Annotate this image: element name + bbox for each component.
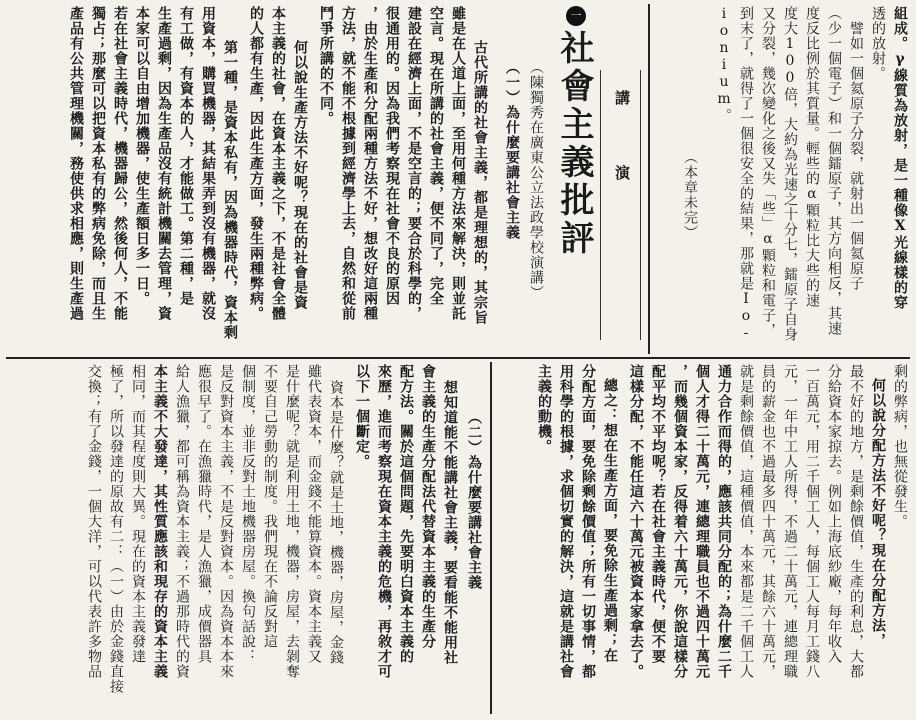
- lecture-rule-right: [640, 70, 641, 340]
- text-line: 相同，而其程度則大異。現在的資本主義發達: [130, 364, 146, 664]
- text-line: 度反比例於其質量。輕些的α顆粒比大些的速: [804, 6, 820, 308]
- text-line: 分給資本家掠去。例如上海底紗廠，每年收入: [826, 364, 842, 664]
- text-line: 就是剩餘價值，這種價值，本來都是二千個工人: [738, 364, 754, 679]
- text-line: 會主義的生產分配法代替資本主義的生產分: [420, 364, 436, 649]
- text-line: 若在社會主義時代，機器歸公，然後何人，不能: [112, 6, 128, 321]
- text-line: 是反對資本主義，不是反對資本。因為資本本來: [218, 364, 234, 679]
- text-line: 用科學的根據，求個切實的解決，這就是講社會: [558, 364, 574, 679]
- text-line: 很通用的。因為我們考察現在社會不良的原因: [384, 6, 400, 306]
- upper-column-rule: [648, 4, 650, 354]
- section-heading-2: （二）為什麼要講社會主義: [466, 410, 482, 590]
- text-line: 以下一個斷定。: [354, 364, 370, 469]
- lower-column-rule: [490, 362, 492, 714]
- text-line: 又分裂，幾次變化之後又失「些」α顆粒和電子，: [760, 6, 776, 338]
- text-line: 配方法。關於這個問題，先要明白資本主義的: [398, 364, 414, 664]
- text-line: 配平均不平均呢？若在社會主義時代，便不要: [650, 364, 666, 664]
- text-line: 分配方面，要免除剩餘價值；所有一切事情，都: [580, 364, 596, 679]
- text-line: 第一種，是資本私有，因為機器時代，資本剩: [222, 40, 238, 340]
- text-line: 一百萬元，用二千個工人，每個工人每月工錢八: [804, 364, 820, 679]
- speaker-note: （陳獨秀在廣東公立法政學校演講）: [528, 60, 544, 300]
- text-line: 最不好的地方，是剩餘價值，生產的利息，大都: [848, 364, 864, 679]
- text-line: 總之：想在生產方面，要免除生產過剩；在: [602, 378, 618, 663]
- text-line: 元，一年中工人所得，不過二十萬元，連總理職: [782, 364, 798, 679]
- to-be-continued: （本章未完）: [682, 150, 698, 240]
- text-line: 方法，就不能不根據到經濟學上去，自然和從前: [340, 6, 356, 321]
- section-number-badge: 一: [566, 6, 586, 26]
- text-line: 生產過剩，因為生產品沒有統計機關去管理，資: [156, 6, 172, 321]
- text-line: 雖是在人道上面，至用何種方法來解決，則並託: [450, 6, 466, 321]
- text-line: ionium。: [716, 6, 732, 123]
- text-line: 本主義不大發達，其性質應該和現存的資本主義: [152, 364, 168, 679]
- text-line: ，而幾個資本家，反得着六十萬元，你說這樣分: [672, 364, 688, 679]
- text-line: 交換；有了金錢，一個大洋，可以代表許多物品: [86, 364, 102, 679]
- text-line: 應很早了。在漁獵時代，是人漁獵，成價器具: [196, 364, 212, 664]
- text-line: 不要自己勞動的制度。我們現在不論反對這: [262, 364, 278, 649]
- text-line: 來歷，進而考察現在資本主義的危機，再敘才可: [376, 364, 392, 679]
- article-title: 社會主義批評: [554, 30, 594, 258]
- lecture-rule-left: [600, 70, 601, 340]
- text-line: （少一個電子）和一個鐳原子，其方向相反，其速: [826, 6, 842, 336]
- text-line: 剩的弊病，也無從發生。: [892, 364, 908, 529]
- text-line: 何以說分配方法不好呢？現在分配方法，: [870, 378, 886, 648]
- text-line: 組成。γ線質為放射，是一種像X光線樣的穿: [892, 6, 908, 310]
- text-line: 何以說生產方法不好呢？現在的社會是資: [292, 40, 308, 310]
- text-line: 通力合作而得的，應該共同分配的；為什麼二千: [716, 364, 732, 679]
- text-line: 雖代表資本，而金錢不能算資本。資本主義又: [306, 364, 322, 664]
- text-line: 獨占；那麼可以把資本私有的弊病免除，而且生: [90, 6, 106, 321]
- text-line: 的人都有生產，因此生產方面，發生兩種弊病。: [248, 6, 264, 321]
- text-line: 主義的動機。: [536, 364, 552, 454]
- text-line: 古代所講的社會主義，都是理想的，其宗旨: [472, 40, 488, 325]
- text-line: 員的薪金也不過最多四十萬元，其餘六十萬元，: [760, 364, 776, 679]
- text-line: 有工做，有資本的人，才能做工。第二種，是: [178, 6, 194, 306]
- text-line: 空言。現在所講的社會主義，便不同了，完全: [428, 6, 444, 306]
- text-line: 到末了，就得了一個很安全的結果，那就是Io-: [738, 6, 754, 342]
- text-line: 本主義的社會，在資本主義之下，不是社會全體: [270, 6, 286, 321]
- text-line: 這樣分配，不能任這六十萬元被資本家拿去了。: [628, 364, 644, 679]
- section-heading: （一）為什麼要講社會主義: [504, 60, 520, 240]
- text-line: 個制度，並非反對土地機器房屋。換句話說：: [240, 364, 256, 664]
- text-line: 用資本，購買機器，其結果弄到沒有機器，就沒: [200, 6, 216, 321]
- lecture-tag: 講演: [613, 90, 631, 240]
- text-line: 想知道能不能講社會主義，要看能不能用社: [442, 380, 458, 665]
- text-line: 資本是什麼？就是土地，機器，房屋，金錢: [328, 380, 344, 665]
- text-line: 建設在經濟上面，不是空言的；要合於科學的，: [406, 6, 422, 321]
- text-line: 透的放射。: [870, 6, 886, 81]
- text-line: 產品有公共管理機關，務使供求相應，則生產過: [68, 6, 84, 321]
- text-line: 度大100倍，大約為光速之十分七，鐳原子自身: [782, 6, 798, 342]
- tier-divider: [6, 357, 910, 359]
- text-line: 個人才得二十萬元，連總理職員也不過四十萬元: [694, 364, 710, 679]
- text-line: 極了，所以發達的原故有二：（一）由於金錢直接: [108, 364, 124, 694]
- text-line: 給人漁獵，都可稱為資本主義；不過那時代的資: [174, 364, 190, 679]
- text-line: 譬如一個氦原子分裂，就射出一個氦原子: [848, 6, 864, 291]
- text-line: 是什麼呢？就是利用土地，機器，房屋，去剝奪: [284, 364, 300, 679]
- text-line: 鬥爭所講的不同。: [318, 6, 334, 126]
- text-line: ，由於生產和分配兩種方法不好，想改好這兩種: [362, 6, 378, 321]
- text-line: 本家可以自由增加機器，使生產額日多一日。: [134, 6, 150, 306]
